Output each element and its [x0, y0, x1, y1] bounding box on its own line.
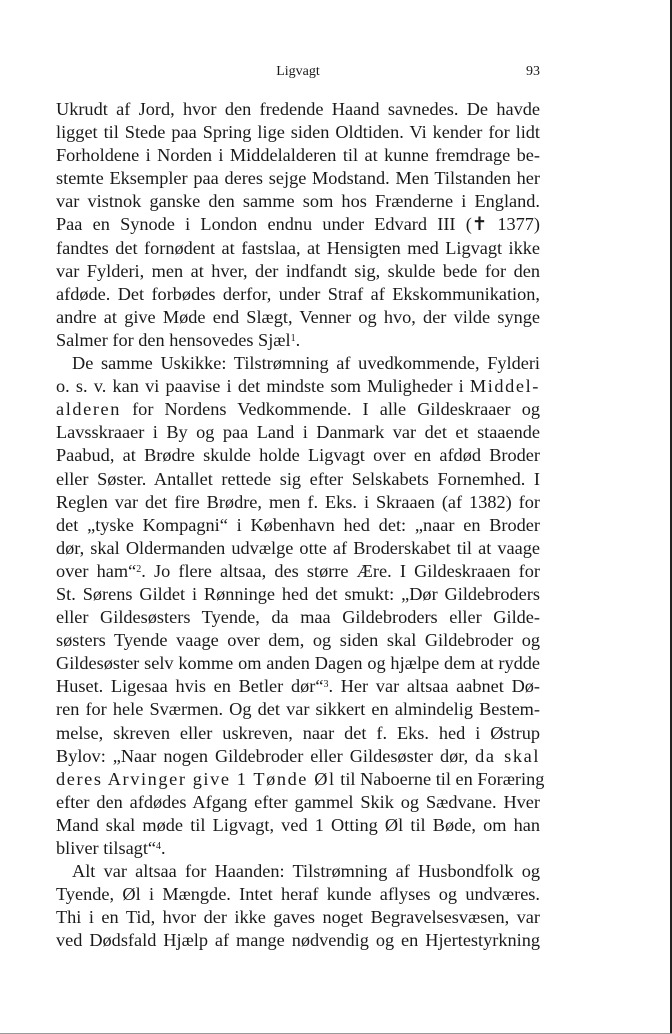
text-line: Mand skal møde til Ligvagt, ved 1 Otting Øl til Bøde, om han — [56, 814, 540, 835]
text-line: ligget til Stede paa Spring lige siden Oldtiden. Vi kender for lidt — [56, 122, 540, 143]
text-line: var Fylderi, men at hver, der indfandt sig, skulde bede for den — [56, 260, 540, 281]
text-line: Tyende, Øl i Mængde. Intet heraf kunde aflyses og undværes. — [56, 884, 540, 905]
text-segment: til Naboerne til en Foræring — [335, 768, 545, 789]
text-line: Paabud, at Brødre skulde holde Ligvagt over en afdød Broder — [56, 445, 540, 466]
text-segment: . Her var altsaa aabnet Dø- — [328, 676, 540, 697]
text-segment: over ham“ — [56, 560, 137, 581]
text-line — [56, 745, 540, 768]
text-segment: . — [295, 329, 301, 350]
page-header — [56, 64, 540, 84]
text-line: eller Gildesøsters Tyende, da maa Gildebroders eller Gilde- — [56, 607, 540, 628]
footnote-ref: 2 — [136, 563, 142, 575]
text-line: stemte Eksempler paa deres sejge Modstand. Men Tilstanden her — [56, 168, 540, 189]
page-number: 93 — [526, 64, 540, 79]
text-line: Forholdene i Norden i Middelalderen til at kunne fremdrage be- — [56, 145, 540, 166]
text-line: afdøde. Det forbødes derfor, under Straf af Ekskommunikation, — [56, 283, 540, 304]
text-line — [56, 398, 540, 421]
spaced-text: Middel- — [469, 376, 540, 397]
text-segment: Salmer for den hensovedes Sjæl — [56, 329, 291, 350]
text-line: De samme Uskikke: Tilstrømning af uvedkommende, Fylderi — [72, 353, 540, 374]
spaced-text: da skal — [475, 745, 540, 766]
text-line — [56, 837, 540, 860]
text-line: andre at give Møde end Slægt, Venner og hvo, der vilde synge — [56, 306, 540, 327]
spaced-text: alderen — [56, 399, 121, 420]
text-line — [56, 329, 540, 352]
footnote-ref: 4 — [156, 841, 162, 852]
text-line: Lavsskraaer i By og paa Land i Danmark var det et staaende — [56, 422, 540, 443]
text-line: ved Dødsfald Hjælp af mange nødvendig og en Hjertestyrkning — [56, 930, 540, 951]
text-segment: bliver tilsagt“ — [56, 838, 157, 858]
spaced-text: deres Arvinger give 1 Tønde Øl — [56, 768, 336, 789]
text-line: melse, skreven eller uskreven, naar det f. Eks. hed i Østrup — [56, 722, 540, 743]
text-line — [56, 768, 545, 791]
text-line: Paa en Synode i London endnu under Edvard III (✝ 1377) — [56, 214, 540, 235]
text-line — [56, 375, 540, 398]
footnote-ref: 3 — [323, 679, 329, 691]
text-line: dør, skal Oldermanden udvælge otte af Broderskabet til at vaage — [56, 537, 540, 558]
footnote-ref: 1 — [290, 332, 296, 344]
text-line: fandtes det fornødent at fastslaa, at Hensigten med Ligvagt ikke — [56, 237, 540, 258]
text-line: efter den afdødes Afgang efter gammel Skik og Sædvane. Hver — [56, 791, 540, 812]
running-head: Ligvagt — [276, 64, 320, 79]
text-segment: o. s. v. kan vi paavise i det mindste som Muligheder i — [56, 376, 470, 397]
text-segment: Huset. Ligesaa hvis en Betler dør“ — [56, 676, 324, 697]
text-line: eller Søster. Antallet rettede sig efter Selskabets Fornemhed. I — [56, 468, 540, 489]
text-line: var vistnok ganske den samme som hos Frænderne i England. — [56, 191, 540, 212]
text-line: søsters Tyende vaage over dem, og siden skal Gildebroder og — [56, 630, 540, 651]
text-segment: for Nordens Vedkommende. I alle Gildeskraaer og — [121, 399, 540, 420]
text-segment: . — [161, 838, 166, 858]
text-line: St. Sørens Gildet i Rønninge hed det smukt: „Dør Gildebroders — [56, 583, 540, 604]
text-line: det „tyske Kompagni“ i København hed det: „naar en Broder — [56, 514, 540, 535]
text-line: Thi i en Tid, hvor der ikke gaves noget Begravelsesvæsen, var — [56, 907, 540, 928]
text-line: Ukrudt af Jord, hvor den fredende Haand savnedes. De havde — [56, 99, 540, 119]
body-text — [56, 98, 545, 952]
text-line: Gildesøster selv komme om anden Dagen og hjælpe dem at rydde — [56, 653, 540, 674]
text-segment: . Jo flere altsaa, des større Ære. I Gildeskraaen for — [141, 560, 540, 581]
text-line: Reglen var det fire Brødre, men f. Eks. i Skraaen (af 1382) for — [56, 491, 540, 512]
text-segment: Bylov: „Naar nogen Gildebroder eller Gildesøster dør, — [56, 745, 476, 766]
text-line: ren for hele Sværmen. Og det var sikkert en almindelig Bestem- — [56, 699, 540, 720]
text-line: Alt var altsaa for Haanden: Tilstrømning af Husbondfolk og — [72, 861, 540, 882]
text-line — [56, 675, 540, 698]
text-line — [56, 560, 540, 583]
